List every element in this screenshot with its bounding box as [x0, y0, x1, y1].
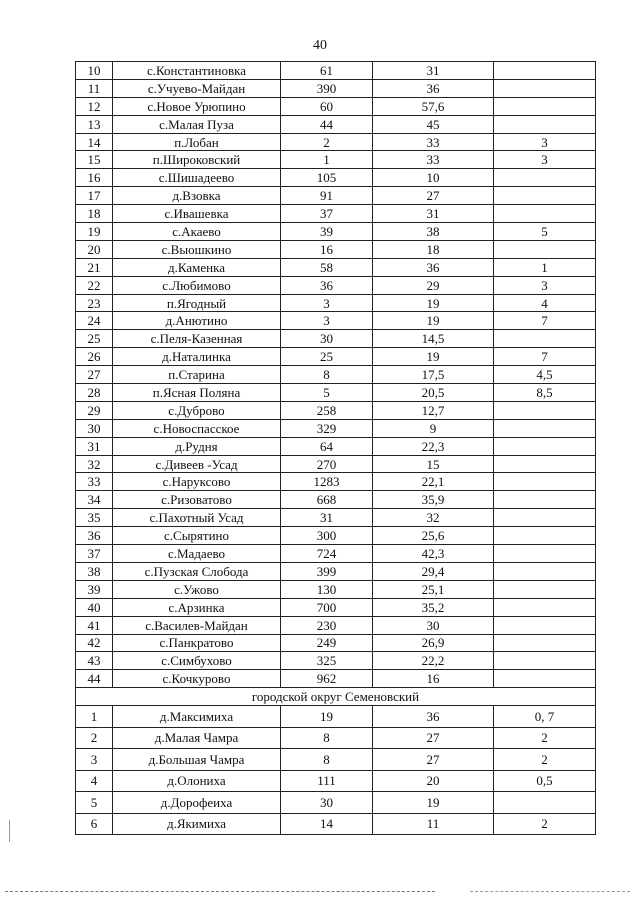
- settlement-name: с.Ивашевка: [113, 205, 281, 223]
- row-number: 42: [76, 634, 113, 652]
- settlement-name: с.Симбухово: [113, 652, 281, 670]
- value-col-4: 30: [373, 616, 494, 634]
- value-col-4: 14,5: [373, 330, 494, 348]
- value-col-5: 4,5: [494, 366, 596, 384]
- value-col-3: 130: [281, 580, 373, 598]
- row-number: 24: [76, 312, 113, 330]
- table-row: [76, 770, 596, 792]
- table-row: [76, 312, 596, 330]
- value-col-4: 17,5: [373, 366, 494, 384]
- table-row: [76, 706, 596, 728]
- table-row: [76, 79, 596, 97]
- table-row: [76, 348, 596, 366]
- value-col-4: 33: [373, 133, 494, 151]
- value-col-3: 30: [281, 792, 373, 814]
- settlement-name: с.Шишадеево: [113, 169, 281, 187]
- settlement-name: п.Ягодный: [113, 294, 281, 312]
- row-number: 16: [76, 169, 113, 187]
- row-number: 22: [76, 276, 113, 294]
- value-col-3: 36: [281, 276, 373, 294]
- settlement-name: с.Дивеев -Усад: [113, 455, 281, 473]
- settlement-name: с.Сырятино: [113, 527, 281, 545]
- table-row: [76, 792, 596, 814]
- settlement-name: с.Дуброво: [113, 401, 281, 419]
- value-col-4: 35,9: [373, 491, 494, 509]
- value-col-4: 38: [373, 223, 494, 241]
- value-col-3: 14: [281, 813, 373, 835]
- settlement-name: с.Кочкурово: [113, 670, 281, 688]
- table-row: [76, 634, 596, 652]
- row-number: 29: [76, 401, 113, 419]
- value-col-3: 329: [281, 419, 373, 437]
- value-col-4: 16: [373, 670, 494, 688]
- value-col-3: 724: [281, 545, 373, 563]
- value-col-5: [494, 437, 596, 455]
- value-col-4: 25,1: [373, 580, 494, 598]
- settlement-name: с.Новое Урюпино: [113, 97, 281, 115]
- value-col-3: 58: [281, 258, 373, 276]
- value-col-5: 0,5: [494, 770, 596, 792]
- settlement-name: с.Выошкино: [113, 240, 281, 258]
- value-col-3: 390: [281, 79, 373, 97]
- value-col-5: [494, 62, 596, 80]
- value-col-3: 30: [281, 330, 373, 348]
- row-number: 6: [76, 813, 113, 835]
- value-col-4: 15: [373, 455, 494, 473]
- value-col-4: 12,7: [373, 401, 494, 419]
- value-col-3: 37: [281, 205, 373, 223]
- table-row: [76, 455, 596, 473]
- value-col-5: [494, 792, 596, 814]
- value-col-3: 19: [281, 706, 373, 728]
- value-col-5: [494, 401, 596, 419]
- footer-dashed-line: [5, 891, 435, 892]
- page-number: 40: [313, 38, 327, 53]
- value-col-3: 1: [281, 151, 373, 169]
- value-col-4: 22,2: [373, 652, 494, 670]
- value-col-4: 19: [373, 792, 494, 814]
- value-col-5: 3: [494, 133, 596, 151]
- row-number: 5: [76, 792, 113, 814]
- value-col-4: 20: [373, 770, 494, 792]
- settlements-table: [75, 61, 596, 835]
- table-row: [76, 491, 596, 509]
- value-col-3: 111: [281, 770, 373, 792]
- settlement-name: с.Константиновка: [113, 62, 281, 80]
- table-row: [76, 223, 596, 241]
- value-col-3: 700: [281, 598, 373, 616]
- value-col-3: 258: [281, 401, 373, 419]
- settlement-name: с.Малая Пуза: [113, 115, 281, 133]
- table-row: [76, 258, 596, 276]
- table-row: [76, 187, 596, 205]
- table-row: [76, 473, 596, 491]
- value-col-3: 668: [281, 491, 373, 509]
- row-number: 40: [76, 598, 113, 616]
- value-col-5: 5: [494, 223, 596, 241]
- row-number: 32: [76, 455, 113, 473]
- value-col-5: [494, 670, 596, 688]
- value-col-5: [494, 240, 596, 258]
- table-row: [76, 562, 596, 580]
- value-col-3: 3: [281, 312, 373, 330]
- table-row: [76, 580, 596, 598]
- table-row: [76, 749, 596, 771]
- settlement-name: с.Панкратово: [113, 634, 281, 652]
- settlement-name: с.Пеля-Казенная: [113, 330, 281, 348]
- row-number: 21: [76, 258, 113, 276]
- settlement-name: д.Олониха: [113, 770, 281, 792]
- table-row: [76, 670, 596, 688]
- table-row: [76, 97, 596, 115]
- value-col-5: 2: [494, 813, 596, 835]
- value-col-3: 325: [281, 652, 373, 670]
- value-col-3: 61: [281, 62, 373, 80]
- value-col-3: 8: [281, 749, 373, 771]
- value-col-5: [494, 205, 596, 223]
- value-col-5: 8,5: [494, 384, 596, 402]
- value-col-5: [494, 616, 596, 634]
- table-row: [76, 652, 596, 670]
- settlement-name: д.Максимиха: [113, 706, 281, 728]
- table-row: [76, 62, 596, 80]
- value-col-3: 270: [281, 455, 373, 473]
- row-number: 30: [76, 419, 113, 437]
- table-row: [76, 384, 596, 402]
- value-col-5: 7: [494, 312, 596, 330]
- row-number: 13: [76, 115, 113, 133]
- value-col-5: [494, 491, 596, 509]
- table-row: [76, 616, 596, 634]
- value-col-4: 45: [373, 115, 494, 133]
- value-col-3: 230: [281, 616, 373, 634]
- settlement-name: с.Ризоватово: [113, 491, 281, 509]
- row-number: 41: [76, 616, 113, 634]
- table-row: [76, 330, 596, 348]
- value-col-4: 26,9: [373, 634, 494, 652]
- value-col-4: 18: [373, 240, 494, 258]
- settlement-name: с.Акаево: [113, 223, 281, 241]
- value-col-5: 7: [494, 348, 596, 366]
- table-row: [76, 401, 596, 419]
- row-number: 38: [76, 562, 113, 580]
- row-number: 18: [76, 205, 113, 223]
- settlement-name: д.Якимиха: [113, 813, 281, 835]
- row-number: 10: [76, 62, 113, 80]
- value-col-4: 31: [373, 62, 494, 80]
- section-title: городской округ Семеновский: [76, 688, 596, 706]
- value-col-4: 32: [373, 509, 494, 527]
- value-col-4: 33: [373, 151, 494, 169]
- value-col-3: 1283: [281, 473, 373, 491]
- value-col-5: 1: [494, 258, 596, 276]
- value-col-3: 249: [281, 634, 373, 652]
- row-number: 34: [76, 491, 113, 509]
- value-col-5: [494, 634, 596, 652]
- table-row: [76, 509, 596, 527]
- settlement-name: п.Широковский: [113, 151, 281, 169]
- value-col-3: 39: [281, 223, 373, 241]
- value-col-5: 2: [494, 749, 596, 771]
- table-row: [76, 205, 596, 223]
- row-number: 14: [76, 133, 113, 151]
- value-col-3: 3: [281, 294, 373, 312]
- table-row: [76, 294, 596, 312]
- value-col-5: 0, 7: [494, 706, 596, 728]
- settlement-name: с.Арзинка: [113, 598, 281, 616]
- value-col-5: [494, 527, 596, 545]
- row-number: 1: [76, 706, 113, 728]
- settlement-name: с.Любимово: [113, 276, 281, 294]
- value-col-4: 57,6: [373, 97, 494, 115]
- value-col-4: 19: [373, 348, 494, 366]
- value-col-4: 9: [373, 419, 494, 437]
- value-col-3: 5: [281, 384, 373, 402]
- row-number: 4: [76, 770, 113, 792]
- settlement-name: д.Большая Чамра: [113, 749, 281, 771]
- table-row: [76, 527, 596, 545]
- row-number: 33: [76, 473, 113, 491]
- row-number: 2: [76, 727, 113, 749]
- row-number: 31: [76, 437, 113, 455]
- value-col-5: [494, 455, 596, 473]
- settlement-name: с.Новоспасское: [113, 419, 281, 437]
- settlement-name: д.Дорофеиха: [113, 792, 281, 814]
- value-col-3: 105: [281, 169, 373, 187]
- value-col-4: 27: [373, 727, 494, 749]
- value-col-3: 399: [281, 562, 373, 580]
- value-col-4: 10: [373, 169, 494, 187]
- value-col-3: 25: [281, 348, 373, 366]
- row-number: 15: [76, 151, 113, 169]
- value-col-3: 16: [281, 240, 373, 258]
- settlement-name: д.Наталинка: [113, 348, 281, 366]
- value-col-5: [494, 473, 596, 491]
- value-col-3: 31: [281, 509, 373, 527]
- section-row: [76, 688, 596, 706]
- row-number: 11: [76, 79, 113, 97]
- value-col-5: [494, 598, 596, 616]
- settlement-name: с.Пахотный Усад: [113, 509, 281, 527]
- value-col-4: 31: [373, 205, 494, 223]
- value-col-4: 29: [373, 276, 494, 294]
- value-col-5: [494, 562, 596, 580]
- row-number: 19: [76, 223, 113, 241]
- row-number: 26: [76, 348, 113, 366]
- value-col-3: 2: [281, 133, 373, 151]
- table-row: [76, 151, 596, 169]
- value-col-5: [494, 419, 596, 437]
- settlement-name: с.Пузская Слобода: [113, 562, 281, 580]
- value-col-4: 36: [373, 706, 494, 728]
- value-col-5: [494, 509, 596, 527]
- table-row: [76, 133, 596, 151]
- settlement-name: с.Учуево-Майдан: [113, 79, 281, 97]
- value-col-3: 8: [281, 366, 373, 384]
- row-number: 35: [76, 509, 113, 527]
- value-col-5: 3: [494, 151, 596, 169]
- row-number: 43: [76, 652, 113, 670]
- table-row: [76, 813, 596, 835]
- settlement-name: с.Ужово: [113, 580, 281, 598]
- row-number: 17: [76, 187, 113, 205]
- row-number: 12: [76, 97, 113, 115]
- settlement-name: д.Малая Чамра: [113, 727, 281, 749]
- value-col-4: 36: [373, 79, 494, 97]
- row-number: 25: [76, 330, 113, 348]
- value-col-4: 22,1: [373, 473, 494, 491]
- footer-dashed-line: [470, 891, 630, 892]
- settlement-name: п.Старина: [113, 366, 281, 384]
- row-number: 27: [76, 366, 113, 384]
- value-col-4: 19: [373, 312, 494, 330]
- row-number: 28: [76, 384, 113, 402]
- table-row: [76, 727, 596, 749]
- value-col-4: 25,6: [373, 527, 494, 545]
- row-number: 39: [76, 580, 113, 598]
- value-col-4: 19: [373, 294, 494, 312]
- value-col-3: 8: [281, 727, 373, 749]
- table-row: [76, 545, 596, 563]
- settlement-name: д.Анютино: [113, 312, 281, 330]
- settlement-name: с.Василев-Майдан: [113, 616, 281, 634]
- row-number: 36: [76, 527, 113, 545]
- value-col-3: 44: [281, 115, 373, 133]
- table-row: [76, 366, 596, 384]
- table-row: [76, 437, 596, 455]
- settlement-name: с.Мадаево: [113, 545, 281, 563]
- value-col-4: 11: [373, 813, 494, 835]
- value-col-5: [494, 652, 596, 670]
- table-row: [76, 419, 596, 437]
- settlement-name: п.Лобан: [113, 133, 281, 151]
- value-col-5: [494, 545, 596, 563]
- value-col-5: [494, 79, 596, 97]
- value-col-5: 2: [494, 727, 596, 749]
- table-row: [76, 276, 596, 294]
- table-row: [76, 240, 596, 258]
- value-col-3: 962: [281, 670, 373, 688]
- value-col-3: 91: [281, 187, 373, 205]
- row-number: 44: [76, 670, 113, 688]
- value-col-4: 36: [373, 258, 494, 276]
- value-col-5: [494, 580, 596, 598]
- row-number: 37: [76, 545, 113, 563]
- settlement-name: д.Рудня: [113, 437, 281, 455]
- value-col-5: [494, 115, 596, 133]
- value-col-5: 3: [494, 276, 596, 294]
- value-col-5: [494, 330, 596, 348]
- value-col-4: 27: [373, 187, 494, 205]
- value-col-5: [494, 97, 596, 115]
- table-row: [76, 115, 596, 133]
- value-col-4: 35,2: [373, 598, 494, 616]
- value-col-3: 60: [281, 97, 373, 115]
- value-col-4: 29,4: [373, 562, 494, 580]
- row-number: 23: [76, 294, 113, 312]
- row-number: 3: [76, 749, 113, 771]
- settlement-name: д.Взовка: [113, 187, 281, 205]
- settlement-name: п.Ясная Поляна: [113, 384, 281, 402]
- settlement-name: д.Каменка: [113, 258, 281, 276]
- value-col-5: [494, 187, 596, 205]
- value-col-4: 27: [373, 749, 494, 771]
- value-col-3: 64: [281, 437, 373, 455]
- value-col-5: 4: [494, 294, 596, 312]
- row-number: 20: [76, 240, 113, 258]
- margin-mark: [9, 820, 10, 842]
- table-row: [76, 169, 596, 187]
- value-col-3: 300: [281, 527, 373, 545]
- table-row: [76, 598, 596, 616]
- value-col-5: [494, 169, 596, 187]
- value-col-4: 22,3: [373, 437, 494, 455]
- value-col-4: 20,5: [373, 384, 494, 402]
- value-col-4: 42,3: [373, 545, 494, 563]
- settlement-name: с.Наруксово: [113, 473, 281, 491]
